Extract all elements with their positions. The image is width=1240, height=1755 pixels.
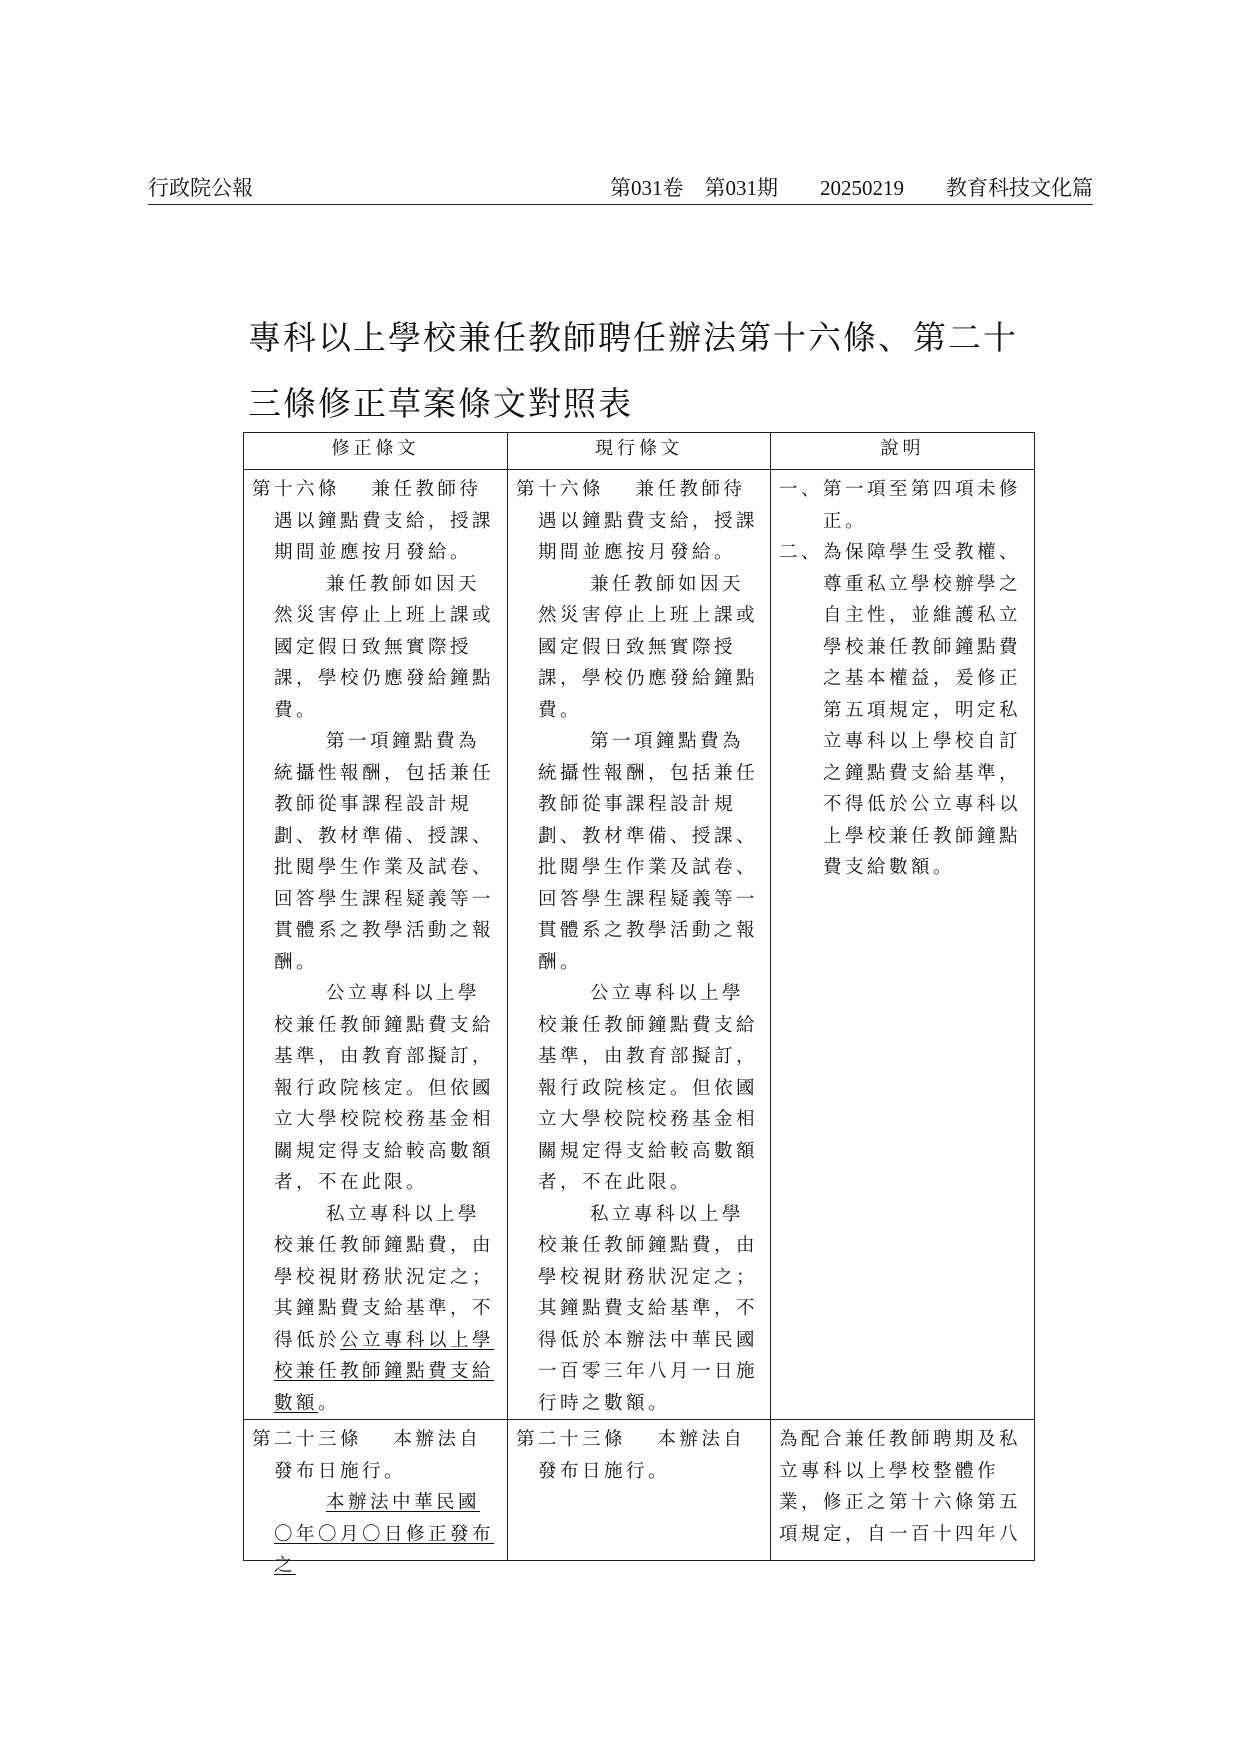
- volume-number: 第031卷: [610, 176, 684, 200]
- explanation-note-2: 二、為保障學生受教權、尊重私立學校辦學之自主性，並維護私立學校兼任教師鐘點費之基本權益，爰修正第五項規定，明定私立專科以上學校自訂之鐘點費支給基準，不得低於公立專科以上學校兼任教師鐘點費支給數額。: [779, 542, 1022, 878]
- amended-underlined-text: 本辦法中華民國〇年〇月〇日修正發布之: [274, 1492, 495, 1576]
- title-line-2: 三條修正草案條文對照表: [248, 384, 633, 423]
- article-number: 第二十三條: [252, 1429, 363, 1450]
- explanation-23-content: [779, 1424, 1026, 1560]
- explanation-note-1: 一、第一項至第四項未修正。: [779, 479, 1022, 532]
- amended-16-para-4: 公立專科以上學校兼任教師鐘點費支給基準，由教育部擬訂，報行政院核定。但依國立大學校院校務基金相關規定得支給較高數額者，不在此限。: [274, 983, 495, 1193]
- para-5-end: 。: [318, 1392, 341, 1414]
- section-name: 教育科技文化篇: [946, 176, 1093, 200]
- document-title: [248, 305, 1048, 437]
- article-number: 第十六條: [516, 479, 605, 500]
- current-16-para-5: 私立專科以上學校兼任教師鐘點費，由學校視財務狀況定之；其鐘點費支給基準，不得低於本辦法中華民國一百零三年八月一日施行時之數額。: [538, 1203, 759, 1414]
- page-header: [148, 168, 1093, 205]
- current-23-para-1: [516, 1424, 762, 1487]
- amended-23-para-2: [252, 1487, 499, 1582]
- article-text: 兼任教師待遇以鐘點費支給，授課期間並應按月發給。: [538, 479, 759, 563]
- header-amended: 修正條文: [244, 433, 508, 470]
- amended-23-content: [252, 1424, 499, 1576]
- table-row-article-16: [244, 470, 1035, 1420]
- issue-info: [610, 172, 1093, 202]
- title-line-1: 專科以上學校兼任教師聘任辦法第十六條、第二十: [248, 318, 1018, 357]
- publication-name: 行政院公報: [148, 176, 253, 200]
- header-current: 現行條文: [508, 433, 771, 470]
- amended-underlined-text: 公立專科以上學校兼任教師鐘點費支給數額: [274, 1329, 495, 1414]
- current-article-16: [508, 470, 771, 1420]
- current-article-23: [508, 1420, 771, 1561]
- comparison-table: [243, 432, 1035, 1576]
- article-text: 本辦法自發布日施行。: [274, 1429, 482, 1482]
- issue-date: 20250219: [820, 176, 904, 200]
- header-explanation: 說明: [771, 433, 1035, 470]
- current-16-para-3: 第一項鐘點費為統攝性報酬，包括兼任教師從事課程設計規劃、教材準備、授課、批閱學生作業及試卷、回答學生課程疑義等一貫體系之教學活動之報酬。: [538, 731, 759, 973]
- explanation-article-16: [771, 470, 1035, 1420]
- table-header-row: [244, 433, 1035, 470]
- article-number: 第二十三條: [516, 1429, 627, 1450]
- issue-number: 第031期: [704, 176, 778, 200]
- table-row-article-23: [244, 1420, 1035, 1561]
- current-16-para-1: [516, 474, 762, 569]
- explanation-23-text: 為配合兼任教師聘期及私立專科以上學校整體作業，修正之第十六條第五項規定，自一百十四年八: [779, 1429, 1022, 1545]
- amended-23-para-1: [252, 1424, 499, 1487]
- article-number: 第十六條: [252, 479, 341, 500]
- article-text: 本辦法自發布日施行。: [538, 1429, 746, 1482]
- amended-article-16: [244, 470, 508, 1420]
- para-5-text: 私立專科以上學校兼任教師鐘點費，由學校視財務狀況定之；其鐘點費支給基準，不得低於: [274, 1203, 495, 1351]
- amended-16-para-5: [252, 1199, 499, 1420]
- amended-article-23: [244, 1420, 508, 1576]
- current-23-content: [516, 1424, 762, 1560]
- current-16-para-2: 兼任教師如因天然災害停止上班上課或國定假日致無實際授課，學校仍應發給鐘點費。: [538, 573, 759, 721]
- current-16-para-4: 公立專科以上學校兼任教師鐘點費支給基準，由教育部擬訂，報行政院核定。但依國立大學校院校務基金相關規定得支給較高數額者，不在此限。: [538, 983, 759, 1193]
- article-text: 兼任教師待遇以鐘點費支給，授課期間並應按月發給。: [274, 479, 495, 563]
- explanation-article-23: [771, 1420, 1035, 1561]
- amended-16-para-2: 兼任教師如因天然災害停止上班上課或國定假日致無實際授課，學校仍應發給鐘點費。: [274, 573, 495, 721]
- amended-16-para-1: [252, 474, 499, 569]
- amended-16-para-3: 第一項鐘點費為統攝性報酬，包括兼任教師從事課程設計規劃、教材準備、授課、批閱學生作業及試卷、回答學生課程疑義等一貫體系之教學活動之報酬。: [274, 731, 495, 973]
